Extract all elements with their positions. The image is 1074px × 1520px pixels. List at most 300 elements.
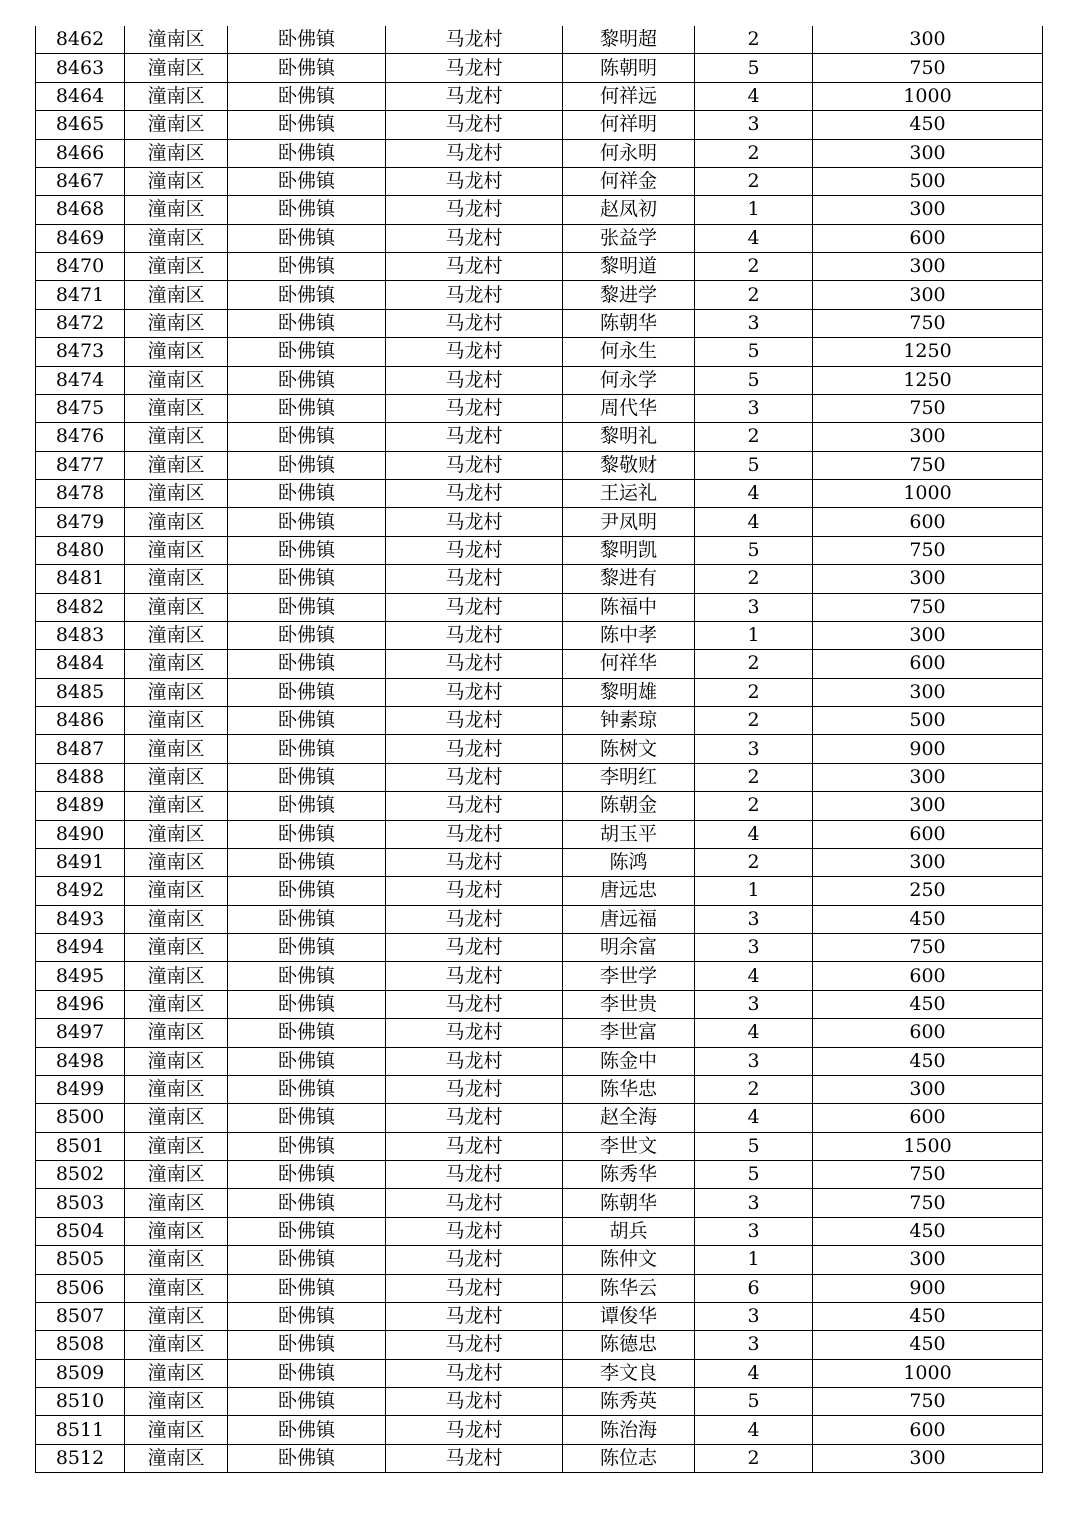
cell-count: 1 bbox=[695, 621, 813, 649]
cell-count: 4 bbox=[695, 508, 813, 536]
cell-amount: 300 bbox=[813, 139, 1043, 167]
table-row bbox=[36, 990, 1043, 1018]
cell-town: 卧佛镇 bbox=[228, 707, 386, 735]
cell-village: 马龙村 bbox=[386, 309, 563, 337]
cell-district: 潼南区 bbox=[125, 139, 228, 167]
cell-id: 8505 bbox=[36, 1246, 125, 1274]
cell-amount: 300 bbox=[813, 1075, 1043, 1103]
cell-count: 5 bbox=[695, 1388, 813, 1416]
cell-count: 5 bbox=[695, 1132, 813, 1160]
cell-count: 2 bbox=[695, 792, 813, 820]
cell-district: 潼南区 bbox=[125, 848, 228, 876]
cell-amount: 450 bbox=[813, 1217, 1043, 1245]
cell-id: 8469 bbox=[36, 224, 125, 252]
cell-name: 陈鸿 bbox=[563, 848, 695, 876]
cell-village: 马龙村 bbox=[386, 139, 563, 167]
cell-amount: 750 bbox=[813, 1388, 1043, 1416]
cell-village: 马龙村 bbox=[386, 707, 563, 735]
cell-name: 陈树文 bbox=[563, 735, 695, 763]
cell-amount: 600 bbox=[813, 508, 1043, 536]
cell-amount: 300 bbox=[813, 196, 1043, 224]
cell-amount: 500 bbox=[813, 167, 1043, 195]
cell-district: 潼南区 bbox=[125, 593, 228, 621]
cell-village: 马龙村 bbox=[386, 451, 563, 479]
table-row bbox=[36, 167, 1043, 195]
cell-name: 谭俊华 bbox=[563, 1302, 695, 1330]
cell-count: 2 bbox=[695, 678, 813, 706]
cell-id: 8489 bbox=[36, 792, 125, 820]
cell-village: 马龙村 bbox=[386, 1217, 563, 1245]
cell-district: 潼南区 bbox=[125, 565, 228, 593]
cell-amount: 450 bbox=[813, 1302, 1043, 1330]
cell-town: 卧佛镇 bbox=[228, 621, 386, 649]
cell-village: 马龙村 bbox=[386, 54, 563, 82]
cell-district: 潼南区 bbox=[125, 54, 228, 82]
table-row bbox=[36, 735, 1043, 763]
cell-amount: 750 bbox=[813, 1189, 1043, 1217]
cell-town: 卧佛镇 bbox=[228, 394, 386, 422]
cell-amount: 300 bbox=[813, 792, 1043, 820]
cell-town: 卧佛镇 bbox=[228, 139, 386, 167]
cell-district: 潼南区 bbox=[125, 508, 228, 536]
cell-town: 卧佛镇 bbox=[228, 1189, 386, 1217]
cell-amount: 900 bbox=[813, 735, 1043, 763]
cell-count: 1 bbox=[695, 1246, 813, 1274]
cell-district: 潼南区 bbox=[125, 1246, 228, 1274]
cell-amount: 300 bbox=[813, 621, 1043, 649]
cell-amount: 300 bbox=[813, 678, 1043, 706]
cell-district: 潼南区 bbox=[125, 111, 228, 139]
cell-count: 3 bbox=[695, 1189, 813, 1217]
cell-town: 卧佛镇 bbox=[228, 196, 386, 224]
cell-id: 8506 bbox=[36, 1274, 125, 1302]
cell-amount: 750 bbox=[813, 934, 1043, 962]
cell-town: 卧佛镇 bbox=[228, 253, 386, 281]
cell-count: 3 bbox=[695, 990, 813, 1018]
cell-village: 马龙村 bbox=[386, 934, 563, 962]
cell-village: 马龙村 bbox=[386, 877, 563, 905]
cell-count: 5 bbox=[695, 1161, 813, 1189]
cell-district: 潼南区 bbox=[125, 1019, 228, 1047]
cell-id: 8510 bbox=[36, 1388, 125, 1416]
cell-name: 何祥金 bbox=[563, 167, 695, 195]
cell-district: 潼南区 bbox=[125, 735, 228, 763]
cell-district: 潼南区 bbox=[125, 366, 228, 394]
cell-id: 8482 bbox=[36, 593, 125, 621]
cell-village: 马龙村 bbox=[386, 678, 563, 706]
cell-village: 马龙村 bbox=[386, 1302, 563, 1330]
cell-name: 陈秀华 bbox=[563, 1161, 695, 1189]
cell-village: 马龙村 bbox=[386, 536, 563, 564]
table-body bbox=[36, 26, 1043, 1473]
table-row bbox=[36, 1019, 1043, 1047]
cell-name: 黎明超 bbox=[563, 26, 695, 54]
cell-count: 2 bbox=[695, 650, 813, 678]
table-row bbox=[36, 792, 1043, 820]
cell-amount: 600 bbox=[813, 1104, 1043, 1132]
cell-id: 8508 bbox=[36, 1331, 125, 1359]
table-row bbox=[36, 451, 1043, 479]
cell-amount: 1000 bbox=[813, 480, 1043, 508]
cell-district: 潼南区 bbox=[125, 621, 228, 649]
cell-amount: 600 bbox=[813, 820, 1043, 848]
cell-district: 潼南区 bbox=[125, 309, 228, 337]
cell-amount: 750 bbox=[813, 54, 1043, 82]
cell-village: 马龙村 bbox=[386, 735, 563, 763]
cell-town: 卧佛镇 bbox=[228, 1246, 386, 1274]
table-row bbox=[36, 763, 1043, 791]
cell-name: 明余富 bbox=[563, 934, 695, 962]
table-row bbox=[36, 394, 1043, 422]
cell-town: 卧佛镇 bbox=[228, 735, 386, 763]
cell-amount: 750 bbox=[813, 394, 1043, 422]
cell-village: 马龙村 bbox=[386, 508, 563, 536]
table-row bbox=[36, 1104, 1043, 1132]
cell-amount: 450 bbox=[813, 990, 1043, 1018]
cell-amount: 450 bbox=[813, 1047, 1043, 1075]
cell-count: 3 bbox=[695, 111, 813, 139]
cell-name: 何永明 bbox=[563, 139, 695, 167]
cell-town: 卧佛镇 bbox=[228, 877, 386, 905]
cell-village: 马龙村 bbox=[386, 1047, 563, 1075]
cell-town: 卧佛镇 bbox=[228, 1359, 386, 1387]
cell-name: 唐远忠 bbox=[563, 877, 695, 905]
cell-count: 4 bbox=[695, 962, 813, 990]
cell-name: 陈朝金 bbox=[563, 792, 695, 820]
table-row bbox=[36, 934, 1043, 962]
cell-town: 卧佛镇 bbox=[228, 593, 386, 621]
cell-district: 潼南区 bbox=[125, 536, 228, 564]
cell-town: 卧佛镇 bbox=[228, 82, 386, 110]
cell-id: 8504 bbox=[36, 1217, 125, 1245]
cell-count: 2 bbox=[695, 565, 813, 593]
cell-name: 陈秀英 bbox=[563, 1388, 695, 1416]
cell-name: 张益学 bbox=[563, 224, 695, 252]
cell-district: 潼南区 bbox=[125, 934, 228, 962]
cell-village: 马龙村 bbox=[386, 1132, 563, 1160]
table-row bbox=[36, 1132, 1043, 1160]
cell-id: 8484 bbox=[36, 650, 125, 678]
cell-name: 陈朝华 bbox=[563, 1189, 695, 1217]
cell-id: 8488 bbox=[36, 763, 125, 791]
cell-town: 卧佛镇 bbox=[228, 678, 386, 706]
cell-district: 潼南区 bbox=[125, 707, 228, 735]
cell-name: 李世学 bbox=[563, 962, 695, 990]
cell-id: 8470 bbox=[36, 253, 125, 281]
data-table bbox=[35, 26, 1043, 1473]
table-row bbox=[36, 1388, 1043, 1416]
table-row bbox=[36, 196, 1043, 224]
cell-count: 2 bbox=[695, 763, 813, 791]
cell-count: 5 bbox=[695, 338, 813, 366]
cell-village: 马龙村 bbox=[386, 26, 563, 54]
cell-town: 卧佛镇 bbox=[228, 451, 386, 479]
cell-village: 马龙村 bbox=[386, 565, 563, 593]
cell-amount: 1250 bbox=[813, 338, 1043, 366]
cell-town: 卧佛镇 bbox=[228, 1104, 386, 1132]
cell-id: 8500 bbox=[36, 1104, 125, 1132]
cell-name: 王运礼 bbox=[563, 480, 695, 508]
cell-name: 陈治海 bbox=[563, 1416, 695, 1444]
cell-amount: 450 bbox=[813, 905, 1043, 933]
cell-town: 卧佛镇 bbox=[228, 1388, 386, 1416]
cell-amount: 600 bbox=[813, 1416, 1043, 1444]
cell-id: 8499 bbox=[36, 1075, 125, 1103]
cell-name: 陈福中 bbox=[563, 593, 695, 621]
cell-count: 1 bbox=[695, 877, 813, 905]
table-row bbox=[36, 224, 1043, 252]
cell-village: 马龙村 bbox=[386, 423, 563, 451]
cell-count: 3 bbox=[695, 735, 813, 763]
cell-amount: 300 bbox=[813, 763, 1043, 791]
cell-town: 卧佛镇 bbox=[228, 1331, 386, 1359]
cell-id: 8490 bbox=[36, 820, 125, 848]
cell-village: 马龙村 bbox=[386, 1189, 563, 1217]
cell-count: 2 bbox=[695, 848, 813, 876]
cell-amount: 750 bbox=[813, 309, 1043, 337]
cell-name: 陈位志 bbox=[563, 1444, 695, 1472]
cell-village: 马龙村 bbox=[386, 1331, 563, 1359]
cell-name: 钟素琼 bbox=[563, 707, 695, 735]
cell-count: 2 bbox=[695, 707, 813, 735]
cell-name: 周代华 bbox=[563, 394, 695, 422]
table-row bbox=[36, 565, 1043, 593]
cell-village: 马龙村 bbox=[386, 905, 563, 933]
cell-district: 潼南区 bbox=[125, 1217, 228, 1245]
cell-village: 马龙村 bbox=[386, 1104, 563, 1132]
table-row bbox=[36, 1075, 1043, 1103]
cell-id: 8467 bbox=[36, 167, 125, 195]
cell-amount: 300 bbox=[813, 565, 1043, 593]
cell-id: 8476 bbox=[36, 423, 125, 451]
table-row bbox=[36, 621, 1043, 649]
cell-district: 潼南区 bbox=[125, 82, 228, 110]
cell-name: 赵凤初 bbox=[563, 196, 695, 224]
cell-town: 卧佛镇 bbox=[228, 962, 386, 990]
cell-village: 马龙村 bbox=[386, 792, 563, 820]
cell-count: 5 bbox=[695, 451, 813, 479]
cell-name: 何永生 bbox=[563, 338, 695, 366]
cell-count: 4 bbox=[695, 1104, 813, 1132]
cell-id: 8462 bbox=[36, 26, 125, 54]
cell-name: 何祥明 bbox=[563, 111, 695, 139]
cell-district: 潼南区 bbox=[125, 1444, 228, 1472]
cell-town: 卧佛镇 bbox=[228, 26, 386, 54]
cell-id: 8501 bbox=[36, 1132, 125, 1160]
cell-district: 潼南区 bbox=[125, 877, 228, 905]
cell-name: 赵全海 bbox=[563, 1104, 695, 1132]
cell-town: 卧佛镇 bbox=[228, 1302, 386, 1330]
table-row bbox=[36, 1444, 1043, 1472]
cell-amount: 300 bbox=[813, 281, 1043, 309]
cell-district: 潼南区 bbox=[125, 990, 228, 1018]
cell-count: 3 bbox=[695, 1302, 813, 1330]
cell-town: 卧佛镇 bbox=[228, 1161, 386, 1189]
cell-name: 黎敬财 bbox=[563, 451, 695, 479]
cell-town: 卧佛镇 bbox=[228, 54, 386, 82]
cell-town: 卧佛镇 bbox=[228, 1019, 386, 1047]
cell-district: 潼南区 bbox=[125, 196, 228, 224]
table-row bbox=[36, 338, 1043, 366]
cell-id: 8472 bbox=[36, 309, 125, 337]
cell-amount: 300 bbox=[813, 1246, 1043, 1274]
cell-name: 何永学 bbox=[563, 366, 695, 394]
cell-amount: 300 bbox=[813, 848, 1043, 876]
cell-village: 马龙村 bbox=[386, 962, 563, 990]
cell-district: 潼南区 bbox=[125, 1189, 228, 1217]
cell-name: 李世文 bbox=[563, 1132, 695, 1160]
cell-id: 8480 bbox=[36, 536, 125, 564]
cell-id: 8486 bbox=[36, 707, 125, 735]
cell-count: 2 bbox=[695, 253, 813, 281]
cell-id: 8493 bbox=[36, 905, 125, 933]
cell-count: 5 bbox=[695, 536, 813, 564]
cell-district: 潼南区 bbox=[125, 1132, 228, 1160]
cell-count: 4 bbox=[695, 480, 813, 508]
cell-count: 5 bbox=[695, 54, 813, 82]
cell-id: 8481 bbox=[36, 565, 125, 593]
cell-village: 马龙村 bbox=[386, 338, 563, 366]
cell-district: 潼南区 bbox=[125, 1331, 228, 1359]
table-row bbox=[36, 139, 1043, 167]
cell-id: 8471 bbox=[36, 281, 125, 309]
table-row bbox=[36, 1161, 1043, 1189]
cell-count: 2 bbox=[695, 26, 813, 54]
cell-count: 5 bbox=[695, 366, 813, 394]
cell-amount: 300 bbox=[813, 423, 1043, 451]
cell-count: 2 bbox=[695, 139, 813, 167]
cell-count: 2 bbox=[695, 281, 813, 309]
cell-district: 潼南区 bbox=[125, 1161, 228, 1189]
cell-name: 胡玉平 bbox=[563, 820, 695, 848]
table-row bbox=[36, 26, 1043, 54]
cell-town: 卧佛镇 bbox=[228, 1444, 386, 1472]
cell-district: 潼南区 bbox=[125, 763, 228, 791]
cell-count: 4 bbox=[695, 82, 813, 110]
cell-district: 潼南区 bbox=[125, 26, 228, 54]
table-row bbox=[36, 1274, 1043, 1302]
cell-name: 黎明礼 bbox=[563, 423, 695, 451]
cell-count: 3 bbox=[695, 309, 813, 337]
cell-id: 8497 bbox=[36, 1019, 125, 1047]
cell-town: 卧佛镇 bbox=[228, 934, 386, 962]
cell-id: 8487 bbox=[36, 735, 125, 763]
cell-id: 8465 bbox=[36, 111, 125, 139]
table-row bbox=[36, 1217, 1043, 1245]
cell-amount: 500 bbox=[813, 707, 1043, 735]
cell-name: 陈中孝 bbox=[563, 621, 695, 649]
cell-count: 1 bbox=[695, 196, 813, 224]
cell-count: 4 bbox=[695, 1359, 813, 1387]
table-row bbox=[36, 1246, 1043, 1274]
cell-name: 陈朝华 bbox=[563, 309, 695, 337]
cell-village: 马龙村 bbox=[386, 167, 563, 195]
cell-town: 卧佛镇 bbox=[228, 536, 386, 564]
cell-village: 马龙村 bbox=[386, 650, 563, 678]
cell-id: 8492 bbox=[36, 877, 125, 905]
cell-amount: 300 bbox=[813, 26, 1043, 54]
table-row bbox=[36, 905, 1043, 933]
cell-district: 潼南区 bbox=[125, 792, 228, 820]
cell-amount: 450 bbox=[813, 1331, 1043, 1359]
cell-district: 潼南区 bbox=[125, 1075, 228, 1103]
table-row bbox=[36, 1302, 1043, 1330]
cell-id: 8494 bbox=[36, 934, 125, 962]
table-row bbox=[36, 678, 1043, 706]
table-row bbox=[36, 366, 1043, 394]
cell-village: 马龙村 bbox=[386, 1388, 563, 1416]
cell-town: 卧佛镇 bbox=[228, 1047, 386, 1075]
cell-id: 8498 bbox=[36, 1047, 125, 1075]
cell-name: 黎明道 bbox=[563, 253, 695, 281]
cell-amount: 600 bbox=[813, 224, 1043, 252]
table-row bbox=[36, 1047, 1043, 1075]
cell-count: 3 bbox=[695, 394, 813, 422]
cell-district: 潼南区 bbox=[125, 1388, 228, 1416]
cell-town: 卧佛镇 bbox=[228, 111, 386, 139]
cell-village: 马龙村 bbox=[386, 1246, 563, 1274]
table-row bbox=[36, 54, 1043, 82]
cell-amount: 300 bbox=[813, 253, 1043, 281]
cell-village: 马龙村 bbox=[386, 1019, 563, 1047]
cell-id: 8478 bbox=[36, 480, 125, 508]
cell-id: 8468 bbox=[36, 196, 125, 224]
cell-name: 李世富 bbox=[563, 1019, 695, 1047]
cell-town: 卧佛镇 bbox=[228, 763, 386, 791]
cell-count: 4 bbox=[695, 1019, 813, 1047]
cell-village: 马龙村 bbox=[386, 621, 563, 649]
cell-count: 3 bbox=[695, 1047, 813, 1075]
cell-id: 8502 bbox=[36, 1161, 125, 1189]
cell-town: 卧佛镇 bbox=[228, 423, 386, 451]
cell-amount: 1000 bbox=[813, 82, 1043, 110]
cell-count: 4 bbox=[695, 1416, 813, 1444]
cell-amount: 250 bbox=[813, 877, 1043, 905]
cell-village: 马龙村 bbox=[386, 820, 563, 848]
cell-amount: 1000 bbox=[813, 1359, 1043, 1387]
cell-district: 潼南区 bbox=[125, 338, 228, 366]
table-row bbox=[36, 962, 1043, 990]
table-row bbox=[36, 593, 1043, 621]
cell-district: 潼南区 bbox=[125, 394, 228, 422]
cell-town: 卧佛镇 bbox=[228, 1217, 386, 1245]
table-row bbox=[36, 1189, 1043, 1217]
cell-village: 马龙村 bbox=[386, 763, 563, 791]
cell-name: 陈仲文 bbox=[563, 1246, 695, 1274]
cell-town: 卧佛镇 bbox=[228, 167, 386, 195]
cell-town: 卧佛镇 bbox=[228, 650, 386, 678]
cell-id: 8474 bbox=[36, 366, 125, 394]
cell-town: 卧佛镇 bbox=[228, 1416, 386, 1444]
cell-amount: 750 bbox=[813, 451, 1043, 479]
cell-amount: 600 bbox=[813, 962, 1043, 990]
cell-name: 陈金中 bbox=[563, 1047, 695, 1075]
cell-town: 卧佛镇 bbox=[228, 990, 386, 1018]
cell-id: 8483 bbox=[36, 621, 125, 649]
cell-count: 3 bbox=[695, 1331, 813, 1359]
table-row bbox=[36, 650, 1043, 678]
cell-district: 潼南区 bbox=[125, 650, 228, 678]
cell-count: 3 bbox=[695, 905, 813, 933]
cell-district: 潼南区 bbox=[125, 480, 228, 508]
cell-id: 8512 bbox=[36, 1444, 125, 1472]
cell-district: 潼南区 bbox=[125, 1047, 228, 1075]
cell-name: 何祥华 bbox=[563, 650, 695, 678]
cell-town: 卧佛镇 bbox=[228, 366, 386, 394]
table-row bbox=[36, 848, 1043, 876]
cell-village: 马龙村 bbox=[386, 366, 563, 394]
cell-name: 陈华云 bbox=[563, 1274, 695, 1302]
